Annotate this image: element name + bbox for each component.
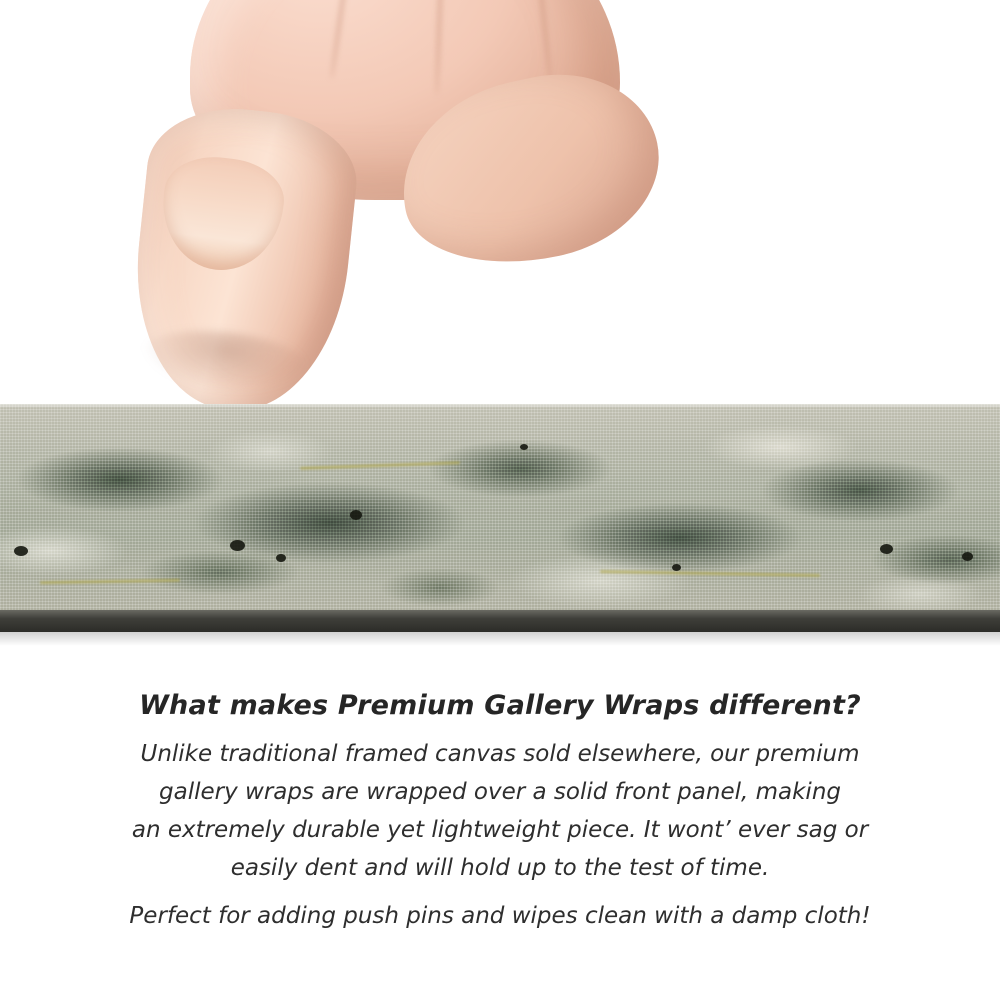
caption-block	[0, 690, 1000, 935]
knuckle-crease-icon	[435, 0, 445, 95]
canvas-drop-shadow	[0, 632, 1000, 646]
surface-speck	[520, 444, 528, 450]
hand-illustration	[100, 0, 620, 430]
surface-speck	[672, 564, 681, 571]
caption-line: an extremely durable yet lightweight piece. It wont’ ever sag or	[131, 817, 869, 843]
surface-speck	[230, 540, 245, 551]
surface-speck	[276, 554, 286, 562]
canvas-bottom-edge	[0, 610, 1000, 632]
surface-speck	[880, 544, 893, 554]
caption-closing-line: Perfect for adding push pins and wipes clean with a damp cloth!	[129, 903, 871, 929]
knuckle-crease-icon	[330, 0, 355, 80]
canvas-weave-texture	[0, 404, 1000, 620]
caption-line: easily dent and will hold up to the test of time.	[230, 855, 770, 881]
caption-body	[0, 735, 1000, 935]
canvas-top-highlight	[0, 404, 1000, 408]
surface-speck	[350, 510, 362, 520]
caption-line: gallery wraps are wrapped over a solid front panel, making	[159, 779, 841, 805]
caption-heading: What makes Premium Gallery Wraps different?	[139, 690, 861, 721]
caption-line: Unlike traditional framed canvas sold elsewhere, our premium	[140, 741, 860, 767]
canvas-wrap-edge	[0, 404, 1000, 620]
surface-speck	[962, 552, 973, 561]
knuckle-crease-icon	[531, 0, 552, 85]
surface-speck	[14, 546, 28, 556]
